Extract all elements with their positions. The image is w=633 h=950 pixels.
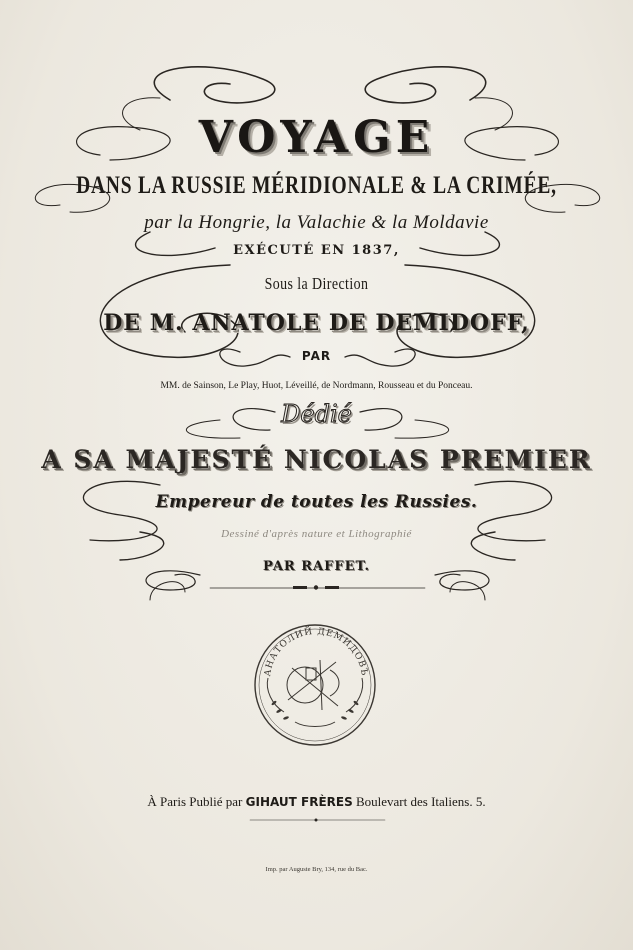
director-name: DE M. ANATOLE DE DEMIDOFF, [103, 310, 530, 336]
printer-line: Imp. par Auguste Bry, 134, rue du Bac. [265, 866, 368, 873]
subtitle: DANS LA RUSSIE MÉRIDIONALE & LA CRIMÉE, [76, 172, 557, 199]
authors-line: MM. de Sainson, Le Play, Huot, Léveillé, de Nordmann, Rousseau et du Ponceau. [160, 381, 473, 391]
publisher-address: Boulevart des Italiens. 5. [355, 794, 486, 809]
heraldic-seal-icon [255, 625, 375, 745]
route-line: par la Hongrie, la Valachie & la Moldavie [144, 212, 489, 233]
dedicatee: A SA MAJESTÉ NICOLAS PREMIER [41, 445, 592, 474]
dedicatee-title: Empereur de toutes les Russies. [155, 492, 478, 512]
page-title: VOYAGE [198, 112, 435, 163]
flourish-top-left [154, 67, 275, 103]
executed-line: EXÉCUTÉ EN 1837, [233, 243, 400, 258]
publisher-line [0, 794, 633, 810]
publisher-name: GIHAUT FRÈRES [245, 795, 353, 809]
flourish-top-right [365, 67, 486, 103]
direction-line: Sous la Direction [264, 274, 369, 293]
seal-inscription: АНАТОЛИЙ ДЕМИДОВЪ [263, 626, 369, 678]
drawn-by-line: Dessiné d'après nature et Lithographié [221, 528, 412, 540]
artist-name: PAR RAFFET. [262, 559, 371, 574]
par-label: PAR [301, 349, 332, 363]
dedication-word: Dédié [281, 400, 352, 428]
publisher-prefix: À Paris Publié par [147, 794, 243, 809]
